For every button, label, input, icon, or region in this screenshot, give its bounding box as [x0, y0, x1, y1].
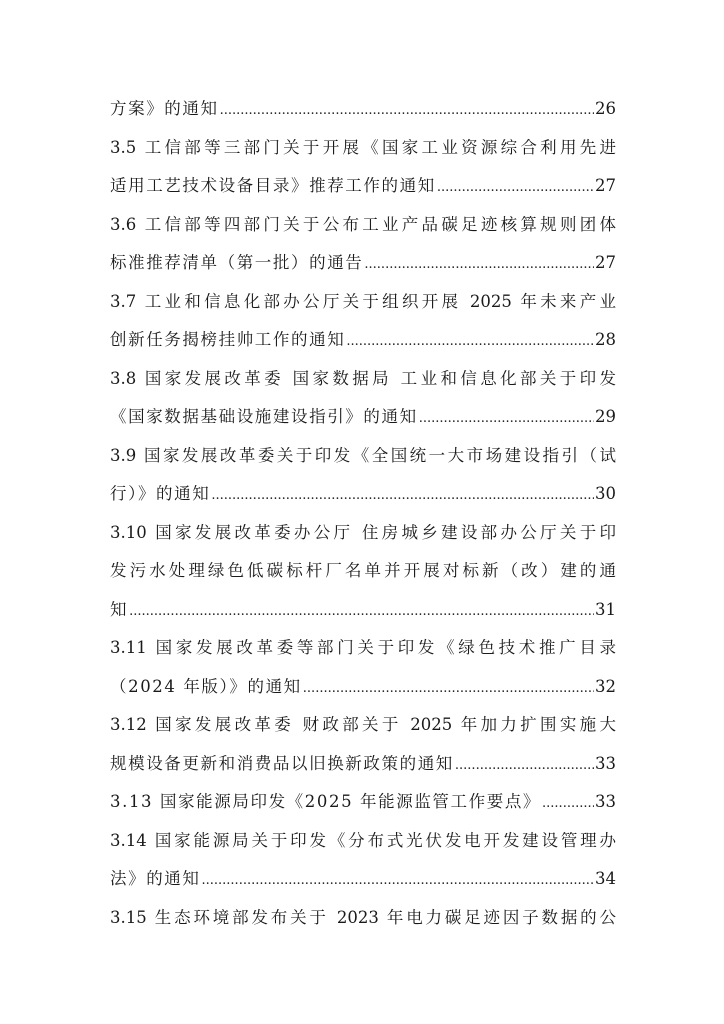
toc-entry-text: 《国家数据基础设施建设指引》的通知 — [110, 407, 418, 426]
toc-entry-line[interactable]: 3.9 国家发展改革委关于印发《全国统一大市场建设指引（试 — [110, 445, 616, 465]
toc-entry-text: 知 — [110, 599, 129, 619]
table-of-contents — [110, 90, 616, 937]
dot-leader — [303, 670, 594, 707]
toc-entry-text: 3.13 国家能源局印发《2025 年能源监管工作要点》 — [110, 792, 542, 811]
toc-page-number: 27 — [595, 176, 616, 195]
toc-entry-line[interactable]: 3.7 工业和信息化部办公厅关于组织开展 2025 年未来产业 — [110, 291, 616, 311]
toc-entry-text: 法》的通知 — [110, 869, 201, 888]
dot-leader — [129, 593, 594, 630]
toc-entry-line[interactable] — [110, 668, 616, 707]
toc-entry-line[interactable]: 3.6 工信部等四部门关于公布工业产品碳足迹核算规则团体 — [110, 214, 616, 234]
toc-entry-line[interactable]: 3.11 国家发展改革委等部门关于印发《绿色技术推广目录 — [110, 638, 616, 657]
toc-page-number: 32 — [595, 676, 616, 696]
toc-entry-line[interactable] — [110, 244, 616, 283]
toc-entry-line[interactable] — [110, 167, 616, 206]
toc-entry-text: 标准推荐清单（第一批）的通告 — [110, 253, 364, 272]
dot-leader — [364, 246, 594, 283]
toc-page-number: 26 — [595, 99, 616, 118]
toc-entry-line[interactable] — [110, 321, 616, 360]
toc-entry-line[interactable]: 3.5 工信部等三部门关于开展《国家工业资源综合利用先进 — [110, 137, 616, 157]
toc-entry-line[interactable] — [110, 398, 616, 437]
toc-entry-line[interactable]: 3.8 国家发展改革委 国家数据局 工业和信息化部关于印发 — [110, 368, 616, 388]
toc-entry-text: 行）》的通知 — [110, 484, 211, 503]
dot-leader — [346, 323, 594, 360]
toc-entry-text: 方案》的通知 — [110, 99, 219, 118]
toc-entry-text: （2024 年版）》的通知 — [110, 676, 302, 696]
toc-page-number: 31 — [595, 599, 616, 619]
toc-entry-line[interactable]: 3.10 国家发展改革委办公厅 住房城乡建设部办公厅关于印 — [110, 522, 616, 542]
dot-leader — [542, 785, 594, 822]
toc-page-number: 34 — [595, 869, 616, 888]
toc-page-number: 29 — [595, 407, 616, 426]
toc-entry-line[interactable] — [110, 860, 616, 899]
toc-entry-line[interactable] — [110, 475, 616, 514]
toc-entry-line[interactable] — [110, 90, 616, 129]
toc-page-number: 27 — [595, 253, 616, 272]
toc-page-number: 28 — [595, 330, 616, 349]
toc-entry-line[interactable]: 3.14 国家能源局关于印发《分布式光伏发电开发建设管理办 — [110, 830, 616, 850]
toc-entry-line[interactable]: 3.15 生态环境部发布关于 2023 年电力碳足迹因子数据的公 — [110, 907, 616, 927]
dot-leader — [437, 169, 594, 206]
toc-entry-line[interactable] — [110, 591, 616, 630]
toc-page-number: 30 — [595, 484, 616, 503]
dot-leader — [202, 862, 595, 899]
dot-leader — [419, 400, 594, 437]
dot-leader — [220, 92, 594, 129]
dot-leader — [455, 747, 594, 784]
dot-leader — [211, 477, 594, 514]
toc-entry-text: 创新任务揭榜挂帅工作的通知 — [110, 330, 346, 349]
toc-entry-text: 适用工艺技术设备目录》推荐工作的通知 — [110, 176, 436, 195]
toc-entry-line[interactable] — [110, 745, 616, 784]
toc-page-number: 33 — [595, 792, 616, 811]
toc-page-number: 33 — [595, 753, 616, 773]
toc-entry-text: 规模设备更新和消费品以旧换新政策的通知 — [110, 753, 454, 773]
toc-entry-line[interactable]: 发污水处理绿色低碳标杆厂名单并开展对标新（改）建的通 — [110, 561, 616, 580]
toc-entry-line[interactable] — [110, 783, 616, 822]
toc-entry-line[interactable]: 3.12 国家发展改革委 财政部关于 2025 年加力扩围实施大 — [110, 715, 616, 734]
